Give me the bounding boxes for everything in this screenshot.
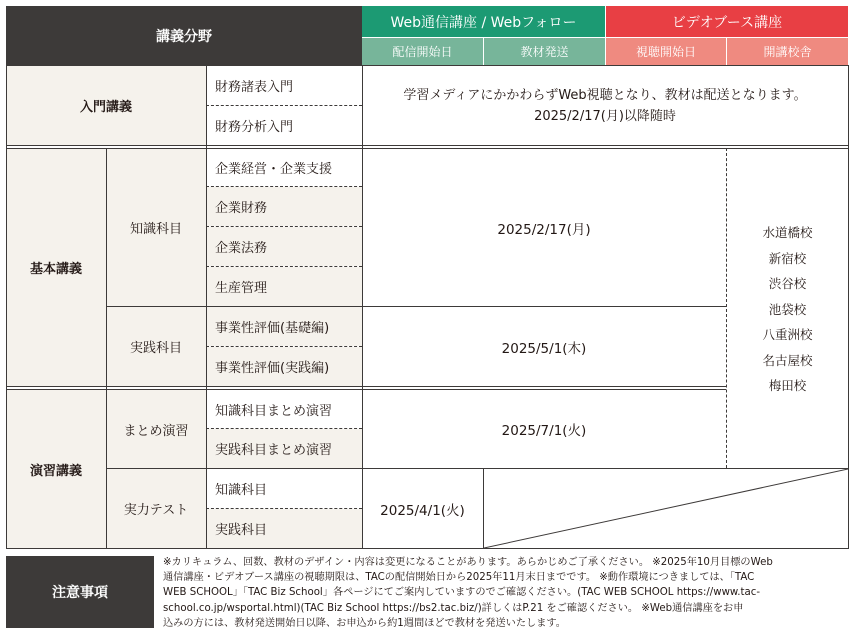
basic-practice-date: 2025/5/1(木) [501, 340, 587, 357]
exercise-subject-row [206, 509, 362, 548]
grid-line [6, 145, 848, 146]
header-web-start-cell [362, 38, 483, 65]
exercise-subject-1: 知識科目まとめ演習 [215, 403, 333, 419]
exercise-category-cell [6, 390, 106, 548]
school-item: 水道橋校 [762, 225, 813, 240]
exercise-subject-row [206, 390, 362, 428]
header-video-label: ビデオブース講座 [671, 14, 783, 31]
schools-list [727, 220, 848, 399]
notice-line: WEB SCHOOL」「TAC Biz School」各ページにてご案内していますのでご確認ください。(TAC WEB SCHOOL https://www.tac- [163, 587, 761, 599]
basic-subject-row [206, 267, 362, 306]
exercise-subject-row [206, 469, 362, 508]
school-item: 新宿校 [768, 250, 807, 266]
basic-subject-2: 企業財務 [215, 201, 268, 216]
grid-line [6, 389, 726, 390]
grid-line [6, 65, 7, 549]
school-item: 梅田校 [768, 378, 807, 393]
basic-subject-5: 事業性評価(基礎編) [215, 321, 330, 336]
header-field-cell [6, 6, 362, 65]
grid-line [6, 148, 848, 149]
intro-category-cell [6, 66, 206, 145]
basic-subject-row [206, 307, 362, 346]
header-web-label: Web通信講座 / Webフォロー [390, 14, 577, 31]
header-video-start-label: 視聴開始日 [635, 45, 696, 59]
grid-line [206, 65, 207, 549]
exercise-summary-cell [106, 390, 206, 468]
exercise-summary-label: まとめ演習 [123, 423, 189, 439]
basic-subject-row [206, 149, 362, 186]
grid-line [206, 186, 362, 187]
grid-line [106, 468, 848, 469]
schools-cell [727, 149, 848, 467]
header-web-cell [362, 6, 605, 37]
exercise-summary-date-cell [362, 390, 726, 468]
basic-practice-date-cell [362, 307, 726, 386]
basic-practice-cell [106, 307, 206, 386]
intro-note-cell [362, 66, 848, 145]
grid-line [206, 105, 362, 106]
intro-note-line2: 2025/2/17(月)以降随時 [534, 108, 676, 124]
header-video-schools-label: 開講校舎 [763, 45, 812, 59]
school-item: 八重洲校 [762, 327, 813, 342]
intro-subject-row [206, 66, 362, 105]
basic-category: 基本講義 [29, 262, 82, 277]
basic-subject-4: 生産管理 [215, 281, 268, 296]
basic-category-cell [6, 149, 106, 386]
grid-line [206, 226, 362, 227]
grid-line [483, 468, 484, 548]
grid-line [6, 548, 848, 549]
header-video-schools-cell [727, 38, 848, 65]
grid-line [206, 266, 362, 267]
exercise-subject-4: 実践科目 [215, 523, 268, 538]
grid-line [362, 65, 363, 549]
notice-line: 込みの方には、教材発送開始日以降、お申込から約1週間ほどで教材を発送いたします。 [163, 617, 566, 629]
school-item: 池袋校 [768, 301, 807, 317]
grid-line [206, 508, 362, 509]
basic-knowledge-cell [106, 149, 206, 306]
notice-line: ※カリキュラム、回数、教材のデザイン・内容は変更になることがあります。あらかじめご了承ください。 ※2025年10月目標のWeb [163, 557, 773, 568]
basic-subject-6: 事業性評価(実践編) [215, 361, 330, 376]
intro-subject-1: 財務諸表入門 [215, 80, 294, 95]
exercise-subject-3: 知識科目 [215, 483, 268, 498]
diagonal-slash-icon [484, 469, 848, 548]
exercise-test-cell [106, 469, 206, 548]
grid-line [6, 386, 726, 387]
not-applicable-cell [484, 469, 848, 548]
notice-label: 注意事項 [52, 585, 108, 601]
grid-line [106, 306, 726, 307]
grid-line [106, 148, 107, 548]
grid-line [848, 65, 849, 549]
basic-subject-row [206, 347, 362, 386]
basic-subject-row [206, 227, 362, 266]
grid-line [206, 346, 362, 347]
notice-line: 通信講座・ビデオブース講座の視聴期限は、TACの配信開始日から2025年11月末日までです。 ※動作環境につきましては、「TAC [163, 572, 755, 584]
exercise-subject-2: 実践科目まとめ演習 [215, 443, 333, 458]
intro-subject-2: 財務分析入門 [215, 120, 294, 135]
intro-subject-row [206, 106, 362, 145]
notice-line: school.co.jp/wsportal.html)(TAC Biz School https://bs2.tac.biz/)詳しくはP.21 をご確認ください。 ※Web通信講座をお申 [163, 602, 744, 614]
intro-category: 入門講義 [79, 100, 132, 115]
notice-text [163, 555, 847, 631]
header-web-start-label: 配信開始日 [392, 45, 453, 59]
notice-label-cell [6, 556, 154, 628]
header-video-start-cell [606, 38, 726, 65]
exercise-test-label: 実力テスト [123, 503, 189, 518]
exercise-category: 演習講義 [29, 463, 82, 479]
exercise-test-date-cell [362, 469, 483, 548]
intro-note-line1: 学習メディアにかかわらずWeb視聴となり、教材は配送となります。 [403, 87, 807, 103]
basic-subject-1: 企業経営・企業支援 [215, 162, 333, 177]
basic-practice-label: 実践科目 [129, 341, 182, 356]
header-web-ship-label: 教材発送 [520, 45, 569, 59]
basic-knowledge-date-cell [362, 149, 726, 306]
header-web-ship-cell [484, 38, 605, 65]
grid-line [726, 148, 727, 468]
basic-subject-3: 企業法務 [215, 241, 268, 256]
grid-line [6, 65, 848, 66]
grid-line [206, 428, 362, 429]
basic-knowledge-date: 2025/2/17(月) [497, 221, 591, 238]
basic-knowledge-label: 知識科目 [129, 222, 182, 237]
exercise-summary-date: 2025/7/1(火) [501, 423, 587, 439]
basic-subject-row [206, 187, 362, 226]
exercise-test-date: 2025/4/1(火) [380, 502, 465, 519]
header-video-cell [606, 6, 848, 37]
header-field-label: 講義分野 [156, 28, 212, 45]
school-item: 名古屋校 [762, 352, 813, 368]
school-item: 渋谷校 [768, 276, 807, 291]
exercise-subject-row [206, 429, 362, 468]
